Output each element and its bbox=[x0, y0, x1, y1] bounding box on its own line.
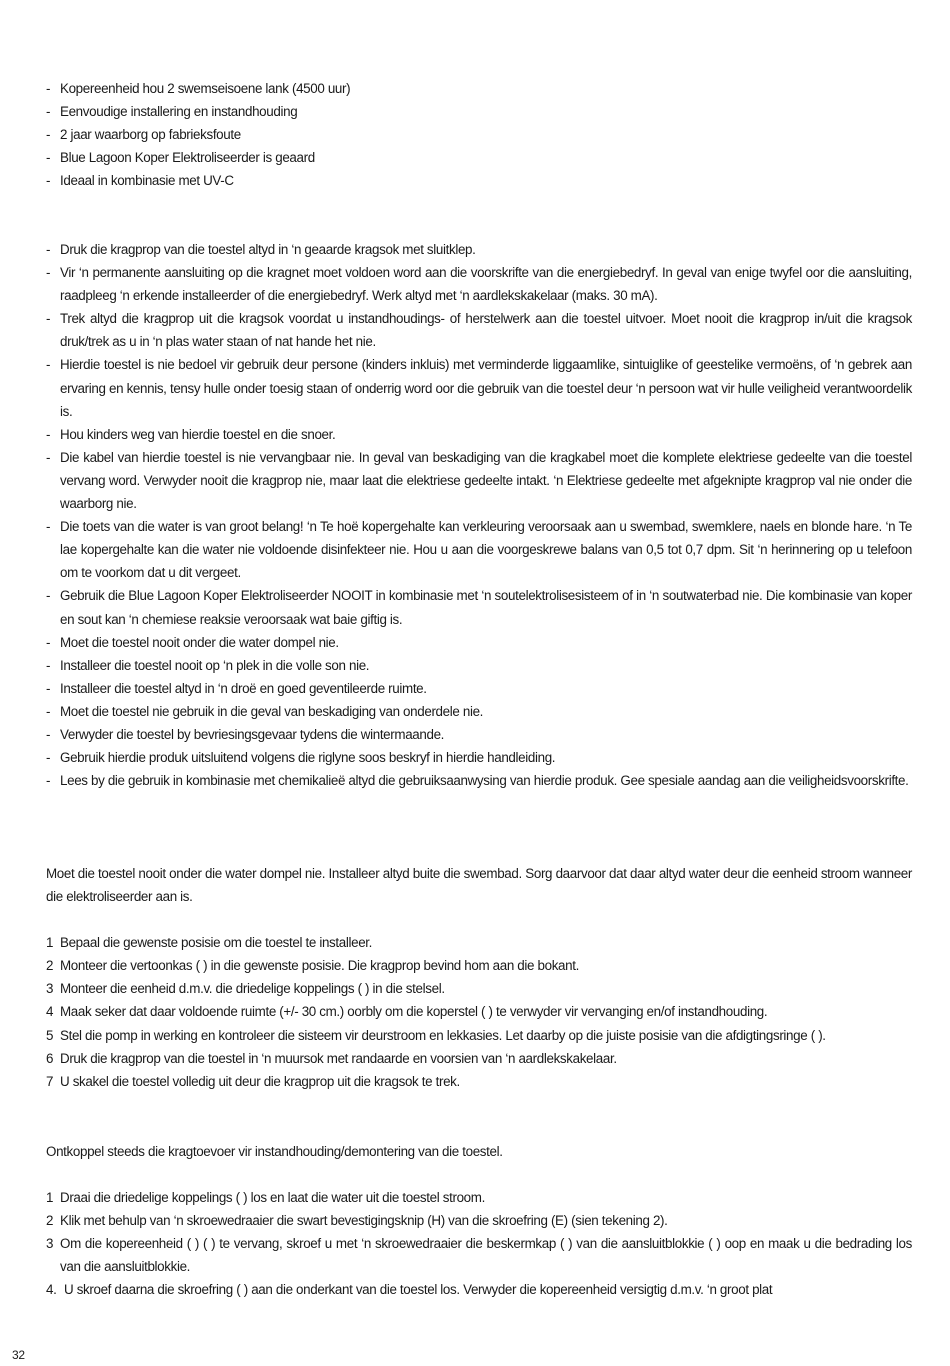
list-item bbox=[46, 77, 912, 100]
dash-marker: - bbox=[46, 357, 51, 373]
list-item bbox=[46, 977, 912, 1000]
step-number: 1 bbox=[46, 935, 54, 951]
installation-intro: Moet die toestel nooit onder die water dompel nie. Installeer altyd buite die swembad. Sorg daarvoor dat daar altyd water deur die eenheid stroom wanneer die elektroliseerder aan is. bbox=[46, 866, 912, 905]
list-item bbox=[46, 954, 912, 977]
step-text: Monteer die vertoonkas ( ) in die gewenste posisie. Die kragprop bevind hom aan die bokant. bbox=[60, 958, 579, 974]
step-text: U skakel die toestel volledig uit deur die kragprop uit die kragsok te trek. bbox=[60, 1073, 460, 1089]
list-item bbox=[46, 584, 912, 630]
step-number: 4 bbox=[46, 1004, 54, 1020]
list-item bbox=[46, 238, 912, 261]
list-item bbox=[46, 723, 912, 746]
dash-marker: - bbox=[46, 127, 51, 143]
dash-marker: - bbox=[46, 150, 51, 166]
dash-marker: - bbox=[46, 426, 51, 442]
safety-text: Gebruik die Blue Lagoon Koper Elektroliseerder NOOIT in kombinasie met ‘n soutelektrolisesisteem of in ‘n soutwaterbad nie. Die kombinasie van koper en sout kan ‘n chemiese reaksie veroorsaak wat baie giftig is. bbox=[60, 588, 912, 627]
step-text: Druk die kragprop van die toestel in ‘n muursok met randaarde en voorsien van ‘n aardlekskakelaar. bbox=[60, 1050, 617, 1066]
list-item bbox=[46, 1000, 912, 1023]
safety-text: Gebruik hierdie produk uitsluitend volgens die riglyne soos beskryf in hierdie handleiding. bbox=[60, 750, 556, 766]
dash-marker: - bbox=[46, 81, 51, 96]
list-item bbox=[46, 307, 912, 353]
list-item bbox=[46, 261, 912, 307]
dash-marker: - bbox=[46, 104, 51, 120]
step-text: Klik met behulp van ‘n skroewedraaier die swart bevestigingsknip (H) van die skroefring (E) (sien tekening 2). bbox=[60, 1213, 668, 1229]
safety-text: Moet die toestel nie gebruik in die geval van beskadiging van onderdele nie. bbox=[60, 703, 484, 719]
list-item bbox=[46, 1070, 912, 1093]
safety-text: Hou kinders weg van hierdie toestel en die snoer. bbox=[60, 426, 336, 442]
list-item bbox=[46, 515, 912, 584]
dash-marker: - bbox=[46, 242, 51, 257]
step-number: 7 bbox=[46, 1073, 54, 1089]
step-number: 3 bbox=[46, 1236, 54, 1252]
maintenance-steps bbox=[46, 1186, 912, 1301]
list-item bbox=[46, 423, 912, 446]
step-text: Om die kopereenheid ( ) ( ) te vervang, skroef u met ‘n skroewedraaier die beskermkap ( ) van die aansluitblokkie ( ) oop en maak u die bedrading los van die aansluitblokkie. bbox=[60, 1236, 912, 1275]
list-item bbox=[46, 1186, 912, 1209]
dash-marker: - bbox=[46, 449, 51, 465]
dash-marker: - bbox=[46, 726, 51, 742]
list-item bbox=[46, 1232, 912, 1278]
dash-marker: - bbox=[46, 773, 51, 789]
safety-text: Verwyder die toestel by bevriesingsgevaar tydens die wintermaande. bbox=[60, 726, 445, 742]
installation-section bbox=[46, 862, 912, 1093]
dash-marker: - bbox=[46, 680, 51, 696]
step-text: Stel die pomp in werking en kontroleer die sisteem vir deurstroom en lekkasies. Let daarby op die juiste posisie van die afdigtingsringe ( ). bbox=[60, 1027, 826, 1043]
feature-text: Kopereenheid hou 2 swemseisoene lank (4500 uur) bbox=[60, 81, 351, 96]
dash-marker: - bbox=[46, 311, 51, 327]
feature-text: Eenvoudige installering en instandhouding bbox=[60, 104, 298, 120]
step-text: Draai die driedelige koppelings ( ) los en laat die water uit die toestel stroom. bbox=[60, 1190, 485, 1206]
list-item bbox=[46, 1047, 912, 1070]
list-item bbox=[46, 123, 912, 146]
safety-text: Moet die toestel nooit onder die water dompel nie. bbox=[60, 634, 339, 650]
step-number: 1 bbox=[46, 1190, 54, 1206]
safety-text: Die toets van die water is van groot belang! ‘n Te hoë kopergehalte kan verkleuring veroorsaak aan u swembad, swemklere, naels en blonde hare. ‘n Te lae kopergehalte kan die water nie voldoende disinfekteer nie. Hou u aan die voorgeskrewe balans van 0,5 tot 0,7 dpm. Sit ‘n herinnering op u telefoon om te voorkom dat u dit vergeet. bbox=[60, 519, 912, 581]
step-number: 4. bbox=[46, 1282, 57, 1298]
dash-marker: - bbox=[46, 173, 51, 189]
list-item bbox=[46, 677, 912, 700]
list-item bbox=[46, 700, 912, 723]
safety-text: Die kabel van hierdie toestel is nie vervangbaar nie. In geval van beskadiging van die kragkabel moet die komplete elektriese gedeelte van die toestel vervang word. Verwyder nooit die kragprop nie, maar laat die elektriese gedeelte intakt. ‘n Elektriese gedeelte met afgeknipte kragprop val nie onder die waarborg nie. bbox=[60, 449, 912, 512]
list-item bbox=[46, 146, 912, 169]
list-item bbox=[46, 446, 912, 515]
maintenance-section bbox=[46, 1140, 912, 1302]
safety-text: Lees by die gebruik in kombinasie met chemikalieë altyd die gebruiksaanwysing van hierdie produk. Gee spesiale aandag aan die veiligheidsvoorskrifte. bbox=[60, 773, 909, 789]
installation-steps bbox=[46, 931, 912, 1093]
dash-marker: - bbox=[46, 519, 51, 535]
safety-list bbox=[46, 238, 912, 792]
step-text: U skroef daarna die skroefring ( ) aan die onderkant van die toestel los. Verwyder die kopereenheid versigtig d.m.v. ‘n groot plat bbox=[64, 1282, 773, 1298]
list-item bbox=[46, 353, 912, 422]
step-number: 2 bbox=[46, 958, 54, 974]
feature-text: Blue Lagoon Koper Elektroliseerder is geaard bbox=[60, 150, 315, 166]
list-item bbox=[46, 100, 912, 123]
dash-marker: - bbox=[46, 588, 51, 604]
safety-text: Installeer die toestel nooit op ‘n plek in die volle son nie. bbox=[60, 657, 370, 673]
list-item bbox=[46, 769, 912, 792]
list-item bbox=[46, 746, 912, 769]
list-item bbox=[46, 631, 912, 654]
step-number: 6 bbox=[46, 1050, 54, 1066]
step-number: 5 bbox=[46, 1027, 54, 1043]
page-number: 32 bbox=[12, 1348, 25, 1362]
list-item bbox=[46, 169, 912, 192]
maintenance-intro: Ontkoppel steeds die kragtoevoer vir instandhouding/demontering van die toestel. bbox=[46, 1144, 503, 1159]
safety-text: Hierdie toestel is nie bedoel vir gebruik deur persone (kinders inkluis) met verminderde liggaamlike, sintuiglike of geestelike vermoëns, of ‘n gebrek aan ervaring en kennis, tensy hulle onder toesig staan of onderrig word oor die gebruik van die toestel deur ‘n persoon wat vir hulle veiligheid verantwoordelik is. bbox=[60, 357, 912, 419]
features-list bbox=[46, 77, 912, 192]
dash-marker: - bbox=[46, 634, 51, 650]
step-text: Bepaal die gewenste posisie om die toestel te installeer. bbox=[60, 935, 373, 951]
step-text: Monteer die eenheid d.m.v. die driedelige koppelings ( ) in die stelsel. bbox=[60, 981, 445, 997]
list-item bbox=[46, 1278, 912, 1301]
feature-text: Ideaal in kombinasie met UV-C bbox=[60, 173, 234, 189]
step-number: 3 bbox=[46, 981, 54, 997]
safety-text: Vir ‘n permanente aansluiting op die kragnet moet voldoen word aan die voorskrifte van die energiebedryf. In geval van enige twyfel oor die aansluiting, raadpleeg ‘n erkende installeerder of die energiebedryf. Werk altyd met ‘n aardlekskakelaar (maks. 30 mA). bbox=[60, 265, 912, 304]
dash-marker: - bbox=[46, 657, 51, 673]
dash-marker: - bbox=[46, 703, 51, 719]
safety-text: Trek altyd die kragprop uit die kragsok voordat u instandhoudings- of herstelwerk aan die toestel uitvoer. Moet nooit die kragprop in/uit die kragsok druk/trek as u in ‘n plas water staan of nat hande het nie. bbox=[60, 311, 912, 350]
step-text: Maak seker dat daar voldoende ruimte (+/- 30 cm.) oorbly om die koperstel ( ) te verwyder vir vervanging en/of instandhouding. bbox=[60, 1004, 768, 1020]
list-item bbox=[46, 1209, 912, 1232]
dash-marker: - bbox=[46, 750, 51, 766]
list-item bbox=[46, 654, 912, 677]
step-number: 2 bbox=[46, 1213, 54, 1229]
safety-text: Druk die kragprop van die toestel altyd in ‘n geaarde kragsok met sluitklep. bbox=[60, 242, 476, 257]
dash-marker: - bbox=[46, 265, 51, 281]
safety-text: Installeer die toestel altyd in ‘n droë en goed geventileerde ruimte. bbox=[60, 680, 427, 696]
list-item bbox=[46, 931, 912, 954]
list-item bbox=[46, 1024, 912, 1047]
feature-text: 2 jaar waarborg op fabrieksfoute bbox=[60, 127, 241, 143]
